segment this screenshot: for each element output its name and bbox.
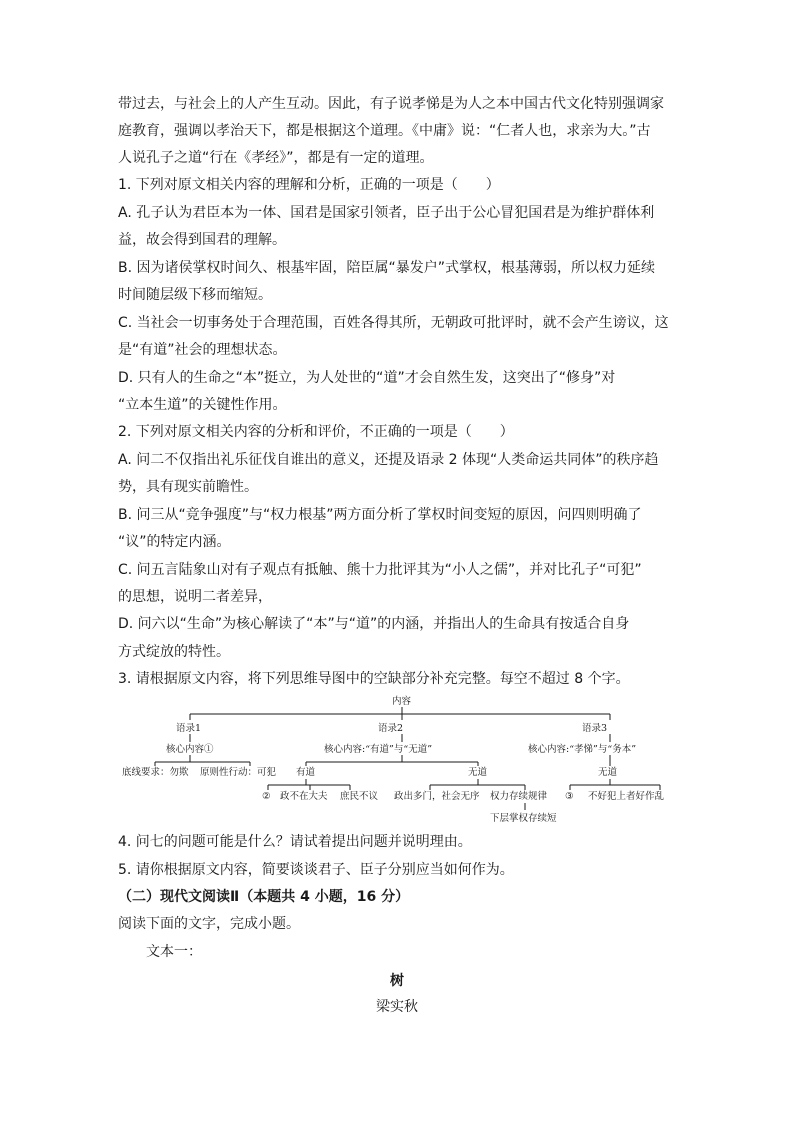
mindmap-blank-2: ② bbox=[262, 791, 271, 802]
mindmap-youdao: 有道 bbox=[296, 767, 316, 778]
paragraph-line: 带过去，与社会上的人产生互动。因此，有子说孝悌是为人之本中国古代文化特别强调家 bbox=[118, 96, 664, 112]
option-line: C. 当社会一切事务处于合理范围，百姓各得其所，无朝政可批评时，就不会产生谤议，这 bbox=[118, 315, 669, 331]
paragraph-line: 人说孔子之道“行在《孝经》”，都是有一定的道理。 bbox=[118, 150, 434, 166]
mindmap-branch-2: 语录2 bbox=[378, 723, 404, 734]
mindmap-branch-3: 语录3 bbox=[582, 723, 608, 734]
text-label: 文本一： bbox=[118, 944, 202, 960]
question-3: 3. 请根据原文内容，将下列思维导图中的空缺部分补充完整。每空不超过 8 个字。 bbox=[118, 671, 630, 687]
mindmap-shumin: 庶民不议 bbox=[340, 791, 379, 802]
option-line: A. 孔子认为君臣本为一体、国君是国家引领者，臣子出于公心冒犯国君是为维护群体利 bbox=[118, 205, 655, 221]
option-line: 方式绽放的特性。 bbox=[118, 644, 230, 660]
mindmap-core-1: 核心内容① bbox=[166, 744, 214, 755]
section-heading: （二）现代文阅读Ⅱ（本题共 4 小题，16 分） bbox=[118, 889, 410, 905]
mindmap-core-3: 核心内容:“孝悌”与“务本” bbox=[528, 744, 637, 755]
option-line: D. 问六以“生命”为核心解读了“本”与“道”的内涵，并指出人的生命具有按适合自身 bbox=[118, 616, 630, 632]
mind-map-diagram bbox=[122, 692, 710, 827]
option-line: B. 因为诸侯掌权时间久、根基牢固，陪臣属“暴发户”式掌权，根基薄弱，所以权力延续 bbox=[118, 260, 656, 276]
question-2: 2. 下列对原文相关内容的分析和评价，不正确的一项是（ ） bbox=[118, 424, 514, 440]
option-line: 益，故会得到国君的理解。 bbox=[118, 232, 286, 248]
mindmap-blank-3: ③ bbox=[565, 791, 574, 802]
option-line: “议”的特定内涵。 bbox=[118, 534, 231, 550]
paragraph-line: 庭教育，强调以孝治天下，都是根据这个道理。《中庸》说：“仁者人也，求亲为大。”古 bbox=[118, 123, 651, 139]
mindmap-root: 内容 bbox=[392, 696, 412, 707]
option-line: “立本生道”的关键性作用。 bbox=[118, 397, 287, 413]
mindmap-wudao: 无道 bbox=[468, 767, 488, 778]
mindmap-zheng: 政不在大夫 bbox=[280, 791, 328, 802]
option-line: A. 问二不仅指出礼乐征伐自谁出的意义，还提及语录 2 体现“人类命运共同体”的秩序趋 bbox=[118, 452, 659, 468]
mindmap-buhao: 不好犯上者好作乱 bbox=[588, 791, 665, 802]
mindmap-wudao-3: 无道 bbox=[598, 767, 618, 778]
option-line: 时间随层级下移而缩短。 bbox=[118, 287, 272, 303]
option-line: 是“有道”社会的理想状态。 bbox=[118, 342, 287, 358]
instruction-line: 阅读下面的文字，完成小题。 bbox=[118, 916, 300, 932]
mindmap-xiaceng: 下层掌权存续短 bbox=[490, 813, 557, 824]
mindmap-bottom-line: 底线要求：勿欺 bbox=[122, 767, 189, 778]
option-line: C. 问五言陆象山对有子观点有抵触、熊十力批评其为“小人之儒”，并对比孔子“可犯” bbox=[118, 562, 642, 578]
question-5: 5. 请你根据原文内容，简要谈谈君子、臣子分别应当如何作为。 bbox=[118, 862, 514, 878]
option-line: D. 只有人的生命之“本”挺立，为人处世的“道”才会自然生发，这突出了“修身”对 bbox=[118, 370, 616, 386]
option-line: 的思想，说明二者差异， bbox=[118, 589, 272, 605]
mindmap-zhengzhi: 政出多门，社会无序 bbox=[394, 791, 480, 802]
essay-title: 树 bbox=[390, 973, 404, 989]
mindmap-core-2: 核心内容:“有道”与“无道” bbox=[324, 744, 433, 755]
option-line: 势，具有现实前瞻性。 bbox=[118, 479, 258, 495]
question-4: 4. 问七的问题可能是什么？请试着提出问题并说明理由。 bbox=[118, 834, 472, 850]
mindmap-branch-1: 语录1 bbox=[176, 723, 202, 734]
option-line: B. 问三从“竞争强度”与“权力根基”两方面分析了掌权时间变短的原因，问四则明确了 bbox=[118, 507, 642, 523]
mindmap-principle: 原则性行动：可犯 bbox=[200, 767, 277, 778]
essay-author: 梁实秋 bbox=[376, 999, 418, 1015]
question-1: 1. 下列对原文相关内容的理解和分析，正确的一项是（ ） bbox=[118, 177, 500, 193]
mindmap-quanli: 权力存续规律 bbox=[490, 791, 548, 802]
